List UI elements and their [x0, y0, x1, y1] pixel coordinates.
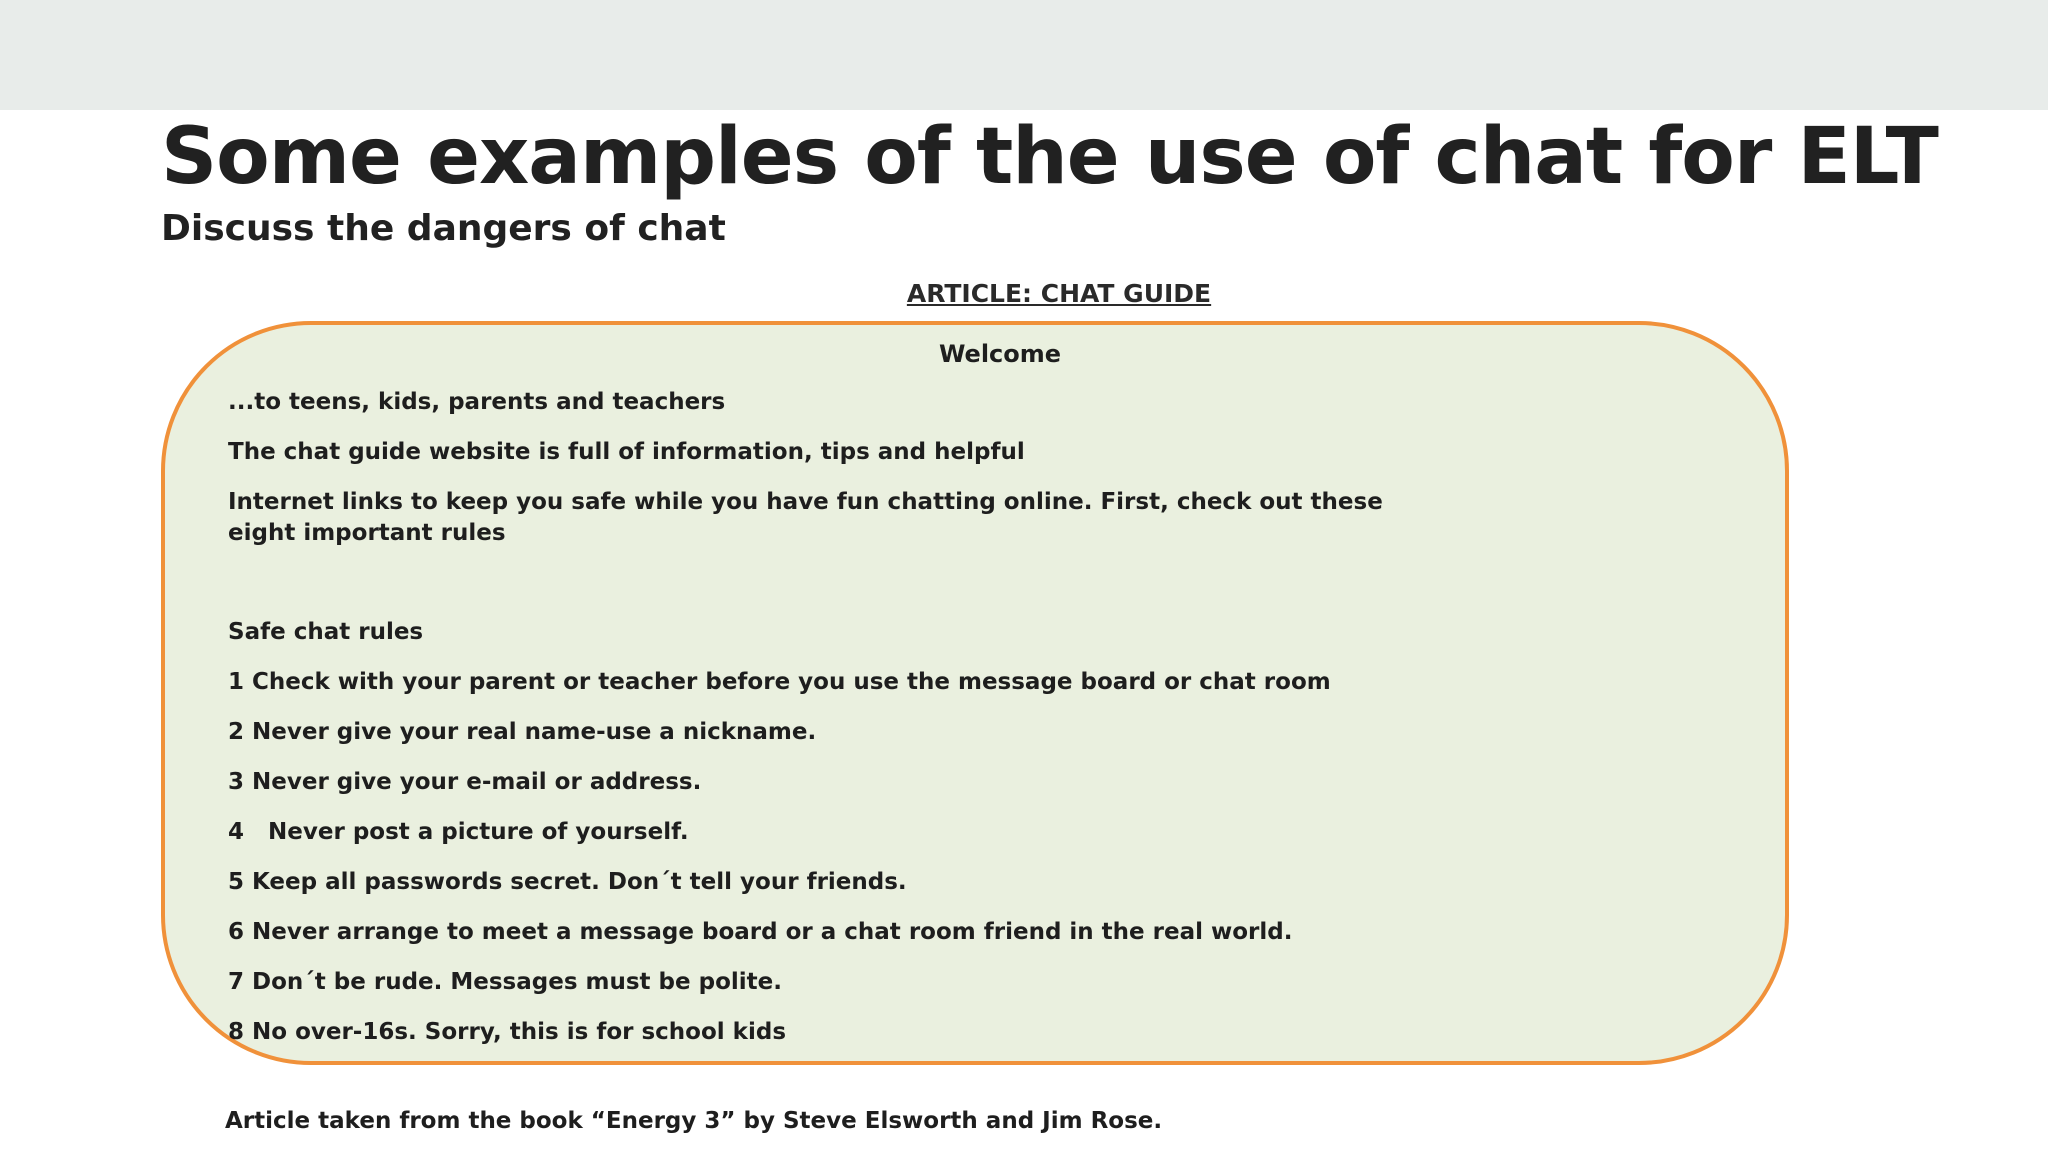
article-image: [161, 268, 1795, 1152]
rule-item: 7 Don´t be rude. Messages must be polite.: [228, 969, 782, 995]
rule-item: 5 Keep all passwords secret. Don´t tell your friends.: [228, 869, 907, 895]
slide-title: Some examples of the use of chat for ELT: [161, 112, 1938, 202]
welcome-heading: Welcome: [938, 340, 1062, 368]
rule-item: 2 Never give your real name-use a nickname.: [228, 719, 817, 745]
intro-line: The chat guide website is full of information, tips and helpful: [228, 439, 1025, 465]
rule-item: 8 No over-16s. Sorry, this is for school kids: [228, 1019, 787, 1045]
rule-item: 4 Never post a picture of yourself.: [228, 819, 689, 845]
chat-guide-box: [161, 321, 1789, 1065]
article-credit: Article taken from the book “Energy 3” by Steve Elsworth and Jim Rose.: [225, 1108, 1163, 1134]
slide-subtitle: Discuss the dangers of chat: [161, 208, 726, 249]
intro-line: ...to teens, kids, parents and teachers: [228, 389, 726, 415]
intro-line: Internet links to keep you safe while you have fun chatting online. First, check out these: [228, 489, 1383, 515]
article-heading: ARTICLE: CHAT GUIDE: [906, 279, 1212, 308]
rule-item: 3 Never give your e-mail or address.: [228, 769, 702, 795]
rule-item: 1 Check with your parent or teacher before you use the message board or chat room: [228, 669, 1331, 695]
intro-line: eight important rules: [228, 520, 506, 546]
rule-item: 6 Never arrange to meet a message board or a chat room friend in the real world.: [228, 919, 1293, 945]
top-band: [0, 0, 2048, 110]
rules-heading: Safe chat rules: [228, 619, 424, 645]
